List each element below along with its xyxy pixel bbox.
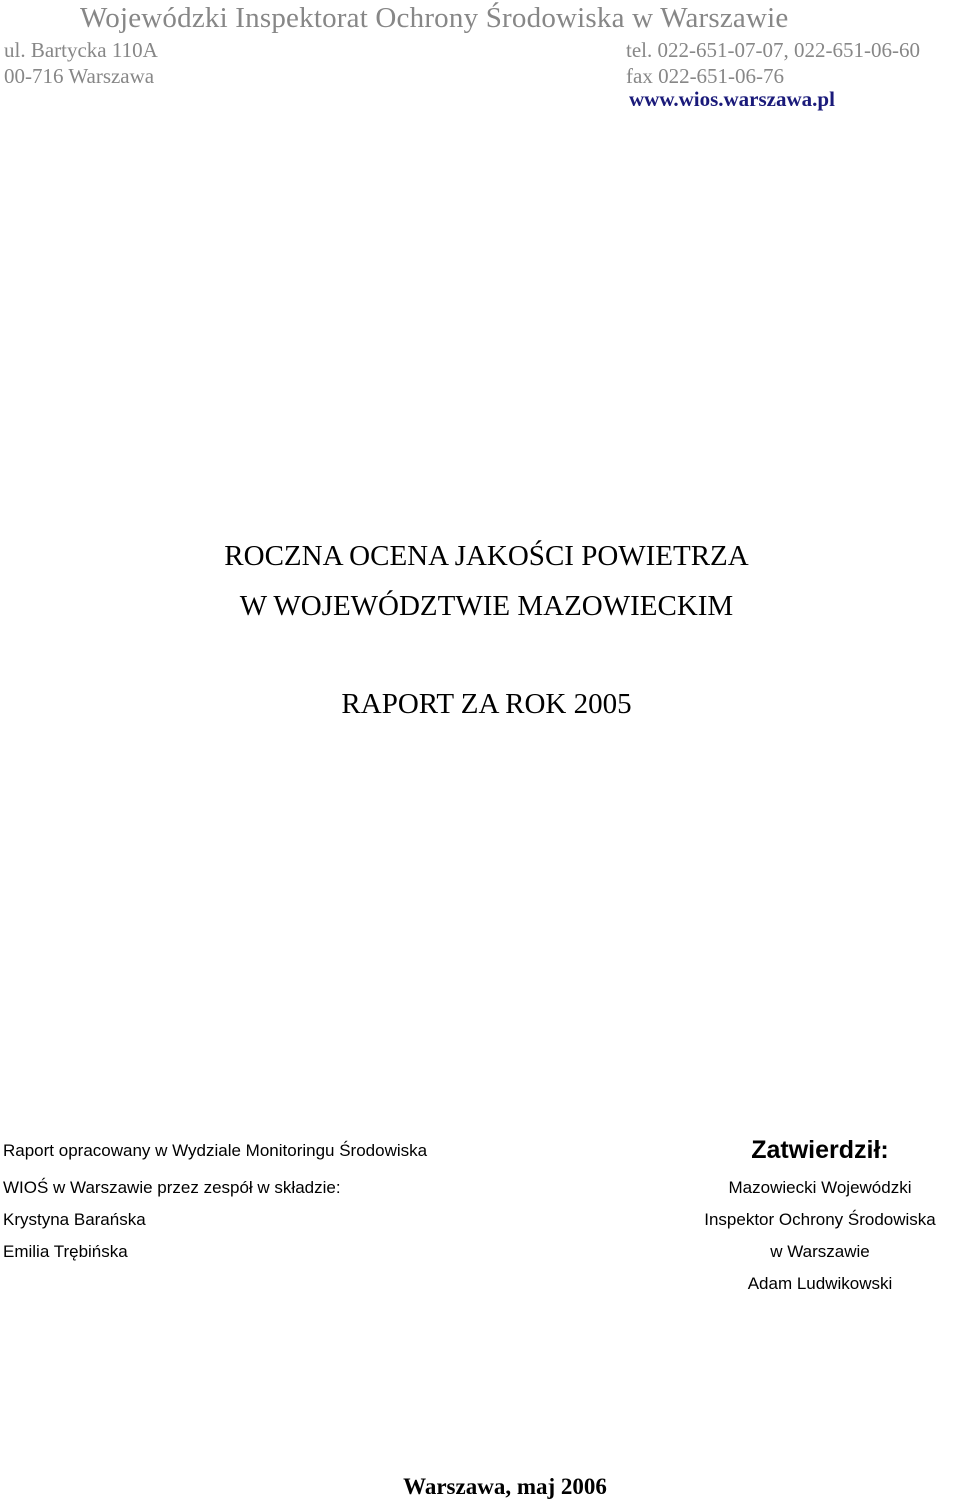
website-link[interactable]: www.wios.warszawa.pl	[629, 87, 835, 111]
author-name: Emilia Trębińska	[3, 1242, 128, 1261]
place-and-date: Warszawa, maj 2006	[403, 1474, 607, 1499]
report-title-line1: ROCZNA OCENA JAKOŚCI POWIETRZA	[224, 540, 749, 572]
approver-title-line2: Inspektor Ochrony Środowiska	[704, 1210, 936, 1229]
approved-heading: Zatwierdził:	[751, 1136, 889, 1164]
approver-title-line1: Mazowiecki Wojewódzki	[728, 1178, 912, 1197]
author-name: Krystyna Barańska	[3, 1210, 146, 1229]
prepared-by-line2: WIOŚ w Warszawie przez zespół w składzie:	[3, 1178, 341, 1197]
prepared-by-line1: Raport opracowany w Wydziale Monitoringu Środowiska	[3, 1141, 428, 1160]
report-year: RAPORT ZA ROK 2005	[341, 688, 632, 720]
phone-numbers: tel. 022-651-07-07, 022-651-06-60	[626, 38, 920, 62]
address-street: ul. Bartycka 110A	[4, 38, 158, 62]
institution-title: Wojewódzki Inspektorat Ochrony Środowiska w Warszawie	[80, 2, 789, 34]
address-city: 00-716 Warszawa	[4, 64, 155, 88]
report-title-line2: W WOJEWÓDZTWIE MAZOWIECKIM	[239, 590, 734, 622]
fax-number: fax 022-651-06-76	[626, 64, 785, 88]
approver-title-line3: w Warszawie	[770, 1242, 870, 1261]
approver-name: Adam Ludwikowski	[747, 1274, 893, 1293]
